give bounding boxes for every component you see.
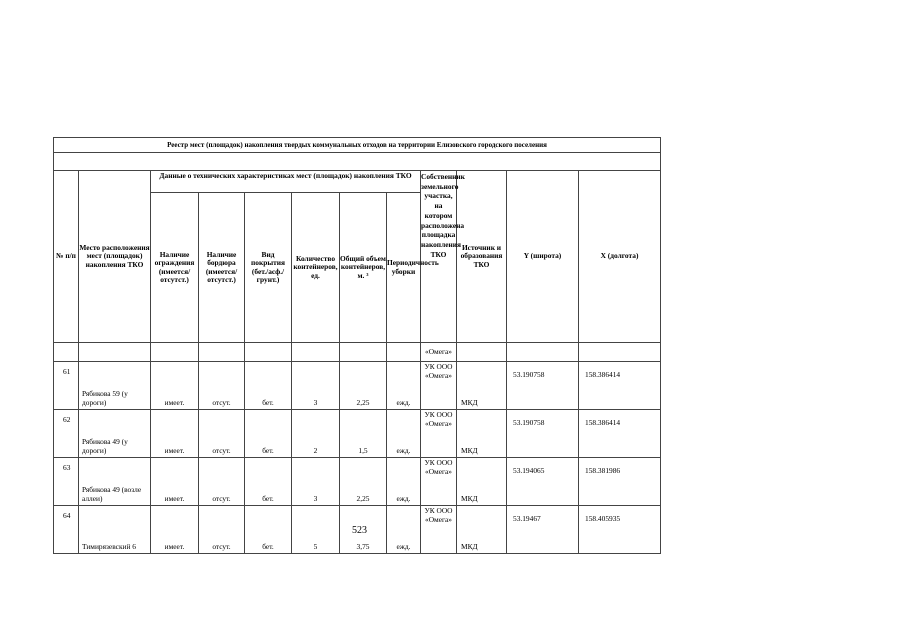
- header-num: № п/п: [54, 171, 79, 343]
- cell-source: МКД: [457, 410, 507, 458]
- header-fence: Наличие ограждения (имеется/ отсутст.): [151, 193, 199, 343]
- table-title: Реестр мест (площадок) накопления твердых коммунальных отходов на территории Елизовского городского поселения: [54, 138, 661, 153]
- cell-count: 3: [292, 362, 340, 410]
- cell-freq: ежд.: [387, 458, 421, 506]
- cell-owner: УК ООО «Омега»: [421, 458, 457, 506]
- cell-volume: 3,75: [340, 506, 387, 554]
- cell-lon: 158.405935: [579, 506, 661, 554]
- header-surface: Вид покрытия (бет./асф./ грунт.): [245, 193, 292, 343]
- cell-lat: 53.194065: [507, 458, 579, 506]
- table-title-row: [54, 138, 661, 153]
- cell-fence: имеет.: [151, 362, 199, 410]
- table-row: [54, 410, 661, 458]
- cell-lat: 53.190758: [507, 362, 579, 410]
- blank-row: [54, 153, 661, 171]
- cell-owner: УК ООО «Омега»: [421, 506, 457, 554]
- tko-registry-table: [53, 137, 661, 554]
- header-border: Наличие бордюра (имеется/ отсутст.): [199, 193, 245, 343]
- header-freq: Периодичность уборки: [387, 193, 421, 343]
- cell-owner: УК ООО «Омега»: [421, 410, 457, 458]
- cell-volume: 2,25: [340, 458, 387, 506]
- cell-num: 62: [54, 410, 79, 458]
- cell-border: отсут.: [199, 506, 245, 554]
- header-volume: Общий объем контейнеров, м. ³: [340, 193, 387, 343]
- cell-lat: 53.190758: [507, 410, 579, 458]
- header-owner: Собственник земельного участка, на котором расположена площадка накопления ТКО: [421, 171, 457, 343]
- header-lon: X (долгота): [579, 171, 661, 343]
- cell-lon: 158.381986: [579, 458, 661, 506]
- cell-freq: ежд.: [387, 410, 421, 458]
- cell-volume: 1,5: [340, 410, 387, 458]
- overflow-owner: «Омега»: [421, 343, 457, 362]
- cell-num: 63: [54, 458, 79, 506]
- header-location: Место расположения мест (площадок) накопления ТКО: [79, 171, 151, 343]
- header-lat: Y (широта): [507, 171, 579, 343]
- cell-address: Рябикова 59 (у дороги): [79, 362, 151, 410]
- cell-freq: ежд.: [387, 506, 421, 554]
- page-number: 523: [352, 525, 367, 536]
- cell-address: Рябикова 49 (возле аллеи): [79, 458, 151, 506]
- cell-surface: бет.: [245, 410, 292, 458]
- table-row: [54, 362, 661, 410]
- cell-lon: 158.386414: [579, 362, 661, 410]
- cell-border: отсут.: [199, 458, 245, 506]
- header-source: Источник и образования ТКО: [457, 171, 507, 343]
- cell-count: 2: [292, 410, 340, 458]
- cell-address: Тимирязевский 6: [79, 506, 151, 554]
- cell-num: 64: [54, 506, 79, 554]
- cell-border: отсут.: [199, 410, 245, 458]
- cell-num: 61: [54, 362, 79, 410]
- cell-border: отсут.: [199, 362, 245, 410]
- cell-lat: 53.19467: [507, 506, 579, 554]
- header-count: Количество контейнеров, ед.: [292, 193, 340, 343]
- cell-address: Рябикова 49 (у дороги): [79, 410, 151, 458]
- cell-surface: бет.: [245, 458, 292, 506]
- cell-volume: 2,25: [340, 362, 387, 410]
- cell-surface: бет.: [245, 506, 292, 554]
- header-tech-group: Данные о технических характеристиках мест (площадок) накопления ТКО: [151, 171, 421, 193]
- cell-surface: бет.: [245, 362, 292, 410]
- cell-fence: имеет.: [151, 506, 199, 554]
- cell-freq: ежд.: [387, 362, 421, 410]
- cell-fence: имеет.: [151, 458, 199, 506]
- cell-count: 5: [292, 506, 340, 554]
- cell-owner: УК ООО «Омега»: [421, 362, 457, 410]
- table-row: [54, 458, 661, 506]
- cell-source: МКД: [457, 362, 507, 410]
- cell-source: МКД: [457, 458, 507, 506]
- cell-count: 3: [292, 458, 340, 506]
- header-row-top: [54, 171, 661, 193]
- cell-lon: 158.386414: [579, 410, 661, 458]
- cell-fence: имеет.: [151, 410, 199, 458]
- overflow-row: [54, 343, 661, 362]
- cell-source: МКД: [457, 506, 507, 554]
